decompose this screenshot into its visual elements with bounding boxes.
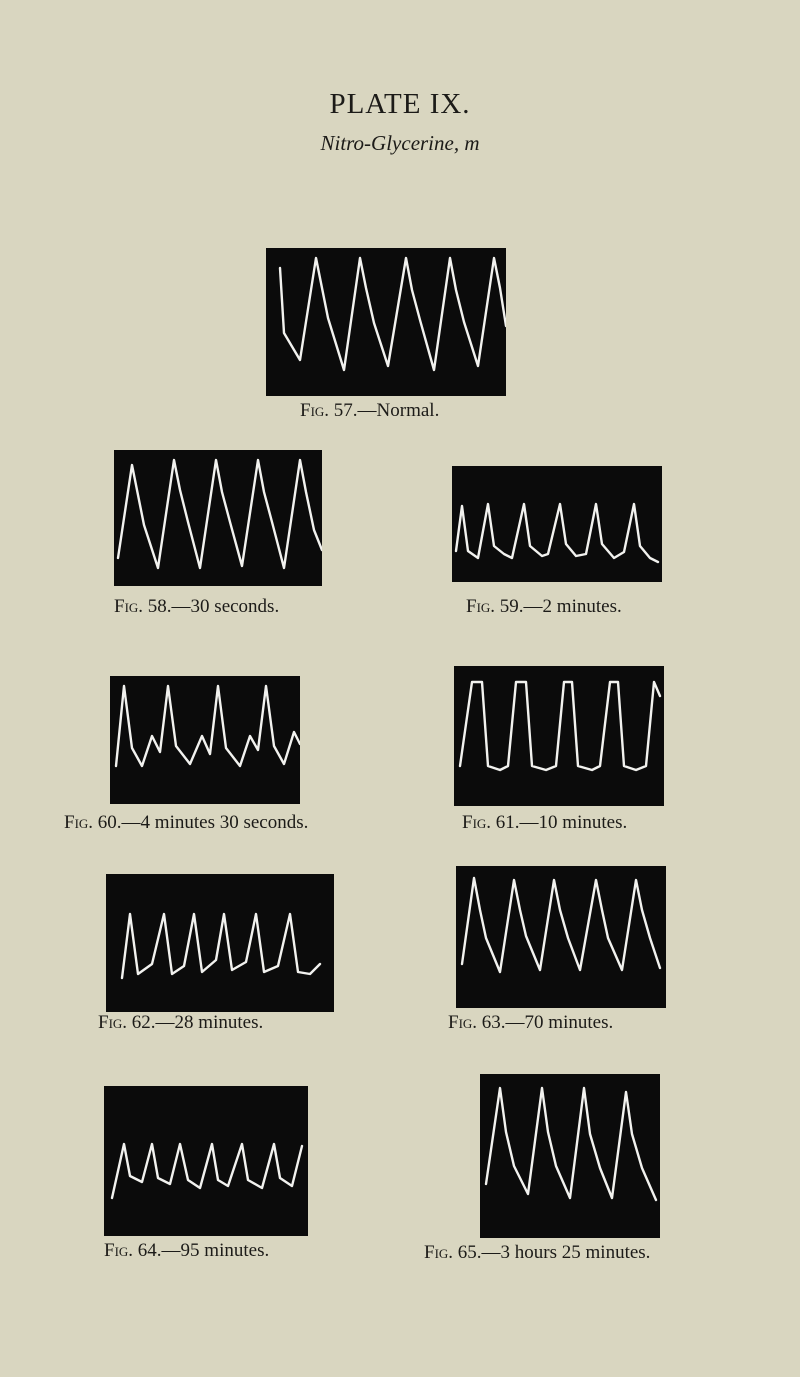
trace-line-58 bbox=[118, 460, 322, 568]
fig-caption-61: —10 minutes. bbox=[519, 812, 628, 833]
pulse-trace-60 bbox=[110, 676, 300, 804]
pulse-trace-65 bbox=[480, 1074, 660, 1238]
fig-label-60: Fig. 60. bbox=[64, 812, 122, 833]
trace-line-59 bbox=[456, 504, 658, 562]
trace-line-57 bbox=[280, 258, 506, 370]
plate-subtitle: Nitro-Glycerine, m bbox=[320, 131, 480, 155]
caption-62 bbox=[98, 1012, 263, 1034]
fig-caption-59: —2 minutes. bbox=[523, 596, 622, 617]
fig-label-59: Fig. 59. bbox=[466, 596, 524, 617]
pulse-trace-61 bbox=[454, 666, 664, 806]
fig-caption-64: —95 minutes. bbox=[161, 1240, 270, 1261]
fig-label-65: Fig. 65. bbox=[424, 1242, 482, 1263]
trace-line-61 bbox=[460, 682, 660, 770]
fig-caption-62: —28 minutes. bbox=[155, 1012, 264, 1033]
caption-63 bbox=[448, 1012, 613, 1034]
caption-64 bbox=[104, 1240, 269, 1262]
pulse-trace-58 bbox=[114, 450, 322, 586]
fig-label-62: Fig. 62. bbox=[98, 1012, 156, 1033]
fig-caption-63: —70 minutes. bbox=[505, 1012, 614, 1033]
pulse-trace-64 bbox=[104, 1086, 308, 1236]
pulse-trace-63 bbox=[456, 866, 666, 1008]
trace-line-65 bbox=[486, 1088, 656, 1200]
fig-label-57: Fig. 57. bbox=[300, 400, 358, 421]
pulse-trace-57 bbox=[266, 248, 506, 396]
pulse-trace-59 bbox=[452, 466, 662, 582]
caption-57 bbox=[300, 400, 439, 422]
fig-label-58: Fig. 58. bbox=[114, 596, 172, 617]
fig-caption-65: —3 hours 25 minutes. bbox=[481, 1242, 651, 1263]
caption-60 bbox=[64, 812, 308, 834]
pulse-trace-62 bbox=[106, 874, 334, 1012]
fig-caption-58: —30 seconds. bbox=[171, 596, 280, 617]
fig-caption-60: —4 minutes 30 seconds. bbox=[121, 812, 309, 833]
trace-line-64 bbox=[112, 1144, 302, 1198]
fig-label-64: Fig. 64. bbox=[104, 1240, 162, 1261]
fig-caption-57: —Normal. bbox=[357, 400, 440, 421]
trace-line-63 bbox=[462, 878, 660, 972]
trace-line-60 bbox=[116, 686, 300, 766]
caption-58 bbox=[114, 596, 279, 618]
fig-label-61: Fig. 61. bbox=[462, 812, 520, 833]
caption-65 bbox=[424, 1242, 650, 1264]
caption-61 bbox=[462, 812, 627, 834]
trace-line-62 bbox=[122, 914, 320, 978]
plate-title: PLATE IX. bbox=[329, 88, 471, 120]
fig-label-63: Fig. 63. bbox=[448, 1012, 506, 1033]
caption-59 bbox=[466, 596, 622, 618]
